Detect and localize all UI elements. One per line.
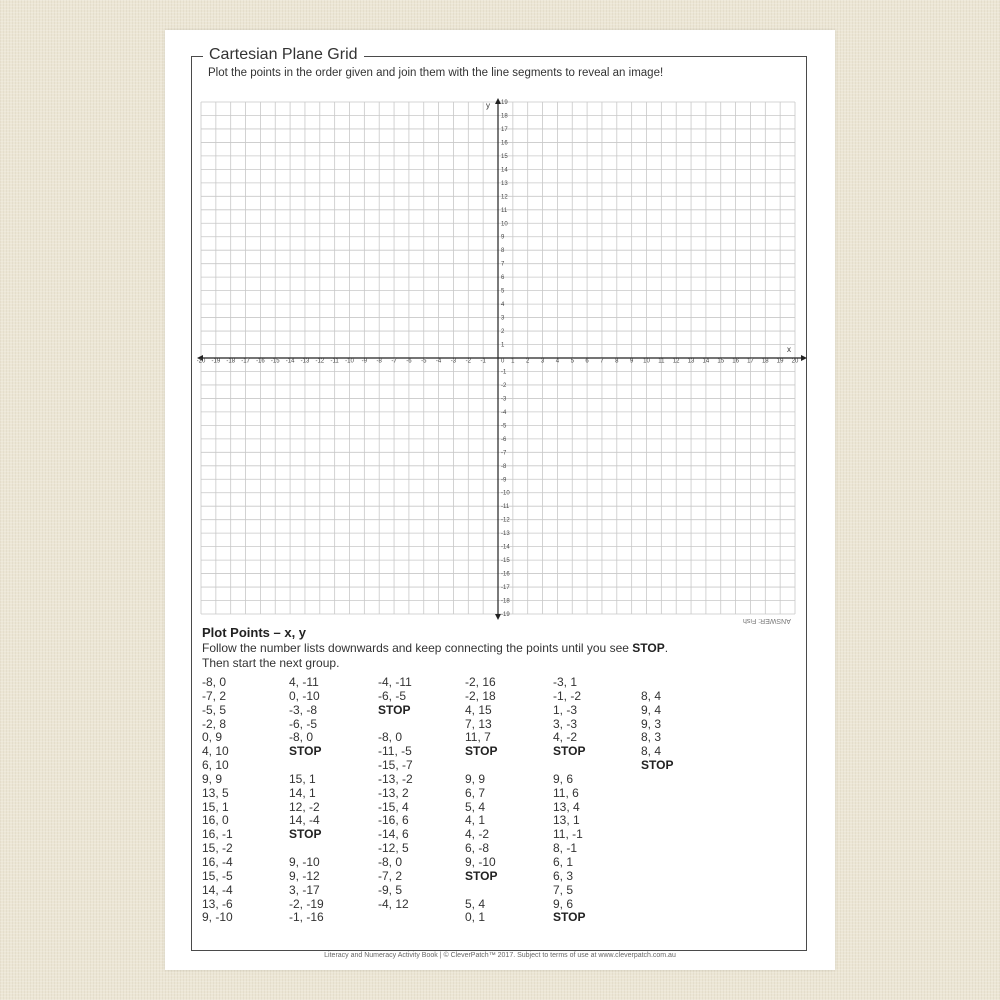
y-tick-label: 1 [501,342,505,349]
point-entry: -4, 12 [378,896,409,911]
point-entry: -7, 2 [202,688,227,703]
point-entry: -15, -7 [378,758,413,773]
y-tick-label: -15 [501,558,510,565]
point-entry: -2, 16 [465,675,496,689]
point-entry: 16, -4 [202,854,233,869]
y-tick-label: -11 [501,504,510,511]
point-entry: -5, 5 [202,702,227,717]
point-entry: -8, 0 [202,675,227,689]
y-tick-label: 13 [501,180,508,187]
y-tick-label: -19 [501,612,510,618]
x-tick-label: -8 [376,358,382,365]
y-tick-label: 5 [501,288,505,295]
stop-marker: STOP [289,827,322,842]
x-tick-label: 4 [555,358,560,365]
spacer [465,759,497,773]
stop-marker: STOP [641,758,674,773]
point-entry: 13, 4 [553,799,580,814]
point-list-column-1 [202,676,233,925]
point-entry: 9, 9 [465,771,486,786]
x-tick-label: -14 [285,358,295,365]
stop-marker: STOP [378,702,411,717]
point-entry: 3, -3 [553,716,578,731]
y-tick-label: -4 [501,409,507,416]
plot-points-heading: Plot Points – x, y [202,625,307,640]
point-entry: 13, -6 [202,896,233,911]
point-entry: -1, -2 [553,688,582,703]
x-tick-label: -17 [241,358,250,365]
y-tick-label: -6 [501,436,507,443]
y-tick-label: 18 [501,113,508,120]
y-tick-label: 11 [501,207,508,214]
point-entry: -15, 4 [378,799,409,814]
point-entry: 9, 9 [202,771,223,786]
y-tick-label: -16 [501,571,510,578]
point-entry: 1, -3 [553,702,578,717]
point-list-column-6 [641,676,673,773]
point-entry: 5, 4 [465,896,486,911]
y-tick-label: -14 [501,544,510,551]
y-tick-label: -7 [501,450,507,457]
point-list-column-4 [465,676,497,925]
point-entry: -2, 8 [202,716,227,731]
point-entry: -8, 0 [289,730,314,745]
point-entry: -3, 1 [553,675,578,689]
point-entry: 3, -17 [289,882,320,897]
spacer [641,676,673,690]
x-tick-label: 19 [776,358,784,365]
point-entry: 15, -2 [202,841,233,856]
x-tick-label: 2 [526,358,530,365]
stop-word: STOP [632,641,665,655]
point-entry: 6, 7 [465,785,486,800]
x-tick-label: 12 [672,358,680,365]
footer [165,944,835,962]
x-tick-label: 9 [629,358,634,365]
x-tick-label: 15 [717,358,725,365]
y-tick-label: -17 [501,585,510,592]
point-entry: 4, -2 [553,730,578,745]
y-tick-label: -10 [501,490,510,497]
x-tick-label: -19 [211,358,221,365]
x-tick-label: 7 [600,358,604,365]
point-entry: 4, 1 [465,813,486,828]
point-entry: 7, 5 [553,882,574,897]
point-list-column-2 [289,676,324,925]
point-entry: -14, 6 [378,827,409,842]
point-entry: -8, 0 [378,730,403,745]
x-tick-label: -5 [421,358,427,365]
point-entry: 16, -1 [202,827,233,842]
x-tick-label: -11 [330,358,339,365]
y-tick-label: 17 [501,126,508,133]
point-entry: 14, -4 [202,882,233,897]
point-entry: 9, -10 [202,910,233,925]
point-entry: 15, 1 [289,771,316,786]
point-entry: -2, 18 [465,688,496,703]
y-tick-label: 6 [501,275,505,282]
point-entry: -2, -19 [289,896,324,911]
point-entry: 9, 4 [641,702,662,717]
x-tick-label: 5 [570,358,574,365]
x-tick-label: 6 [585,358,589,365]
answer-mark: ANSWER: Fish [743,617,791,624]
point-entry: -13, 2 [378,785,409,800]
point-entry: 8, 4 [641,744,662,759]
x-tick-label: 11 [658,358,665,365]
x-tick-label: 1 [511,358,515,365]
y-tick-label: 7 [501,261,505,268]
point-entry: -6, -5 [289,716,318,731]
y-tick-label: -1 [501,369,507,376]
point-list-column-3 [378,676,413,911]
x-tick-label: -3 [450,358,457,365]
x-tick-label: 16 [732,358,739,365]
point-entry: -13, -2 [378,771,413,786]
stop-marker: STOP [553,744,586,759]
point-entry: 4, -2 [465,827,490,842]
point-entry: 14, 1 [289,785,316,800]
x-tick-label: -4 [435,358,442,365]
point-entry: 4, 10 [202,744,229,759]
y-axis-label: y [486,101,490,110]
x-tick-label: -18 [226,358,236,365]
y-tick-label: 15 [501,153,508,160]
point-entry: -12, 5 [378,841,409,856]
point-entry: 5, 4 [465,799,486,814]
y-tick-label: 3 [501,315,505,322]
point-entry: 9, -12 [289,868,320,883]
point-entry: 8, 3 [641,730,662,745]
stop-marker: STOP [553,910,586,925]
spacer [465,884,497,898]
worksheet-page [165,30,835,970]
spacer [289,842,324,856]
x-tick-label: 17 [747,358,754,365]
point-entry: 15, -5 [202,868,233,883]
x-tick-label: 14 [702,358,710,365]
x-axis-arrow-right [801,355,807,361]
spacer [553,759,585,773]
point-entry: -4, -11 [378,675,412,689]
x-tick-label: -20 [197,358,206,365]
y-tick-label: 8 [501,248,505,255]
point-entry: 4, -11 [289,675,319,689]
x-tick-label: 18 [761,358,769,365]
footer-text: Literacy and Numeracy Activity Book | © CleverPatch™ 2017. Subject to terms of use at www.cleverpatch.com.au [319,952,681,959]
x-tick-label: 20 [791,358,799,365]
y-tick-label: -5 [501,423,507,430]
point-entry: 12, -2 [289,799,320,814]
y-tick-label: 12 [501,194,508,201]
y-tick-label: -9 [501,477,507,484]
x-tick-label: 0 [501,358,505,365]
point-entry: -6, -5 [378,688,407,703]
point-entry: 16, 0 [202,813,229,828]
point-entry: 6, 1 [553,854,574,869]
point-entry: 0, 1 [465,910,486,925]
point-entry: -16, 6 [378,813,409,828]
point-entry: -9, 5 [378,882,403,897]
x-tick-label: -13 [300,358,310,365]
point-entry: -1, -16 [289,910,324,925]
y-tick-label: 9 [501,234,505,241]
stop-marker: STOP [465,744,498,759]
point-entry: -7, 2 [378,868,403,883]
cartesian-grid [197,98,809,622]
spacer [289,759,324,773]
y-tick-label: 16 [501,140,508,147]
point-entry: 13, 5 [202,785,229,800]
x-tick-label: 8 [615,358,619,365]
point-entry: 0, -10 [289,688,320,703]
x-tick-label: -6 [406,358,412,365]
instruction-text: Follow the number lists downwards and keep connecting the points until you see [202,641,633,655]
point-entry: 9, -10 [465,854,496,869]
point-entry: 8, 4 [641,688,662,703]
x-tick-label: -10 [345,358,354,365]
point-entry: 9, 6 [553,771,574,786]
x-tick-label: -16 [256,358,265,365]
stop-marker: STOP [465,868,498,883]
point-entry: 15, 1 [202,799,229,814]
point-entry: 6, -8 [465,841,490,856]
instruction-line-2: Then start the next group. [202,656,340,670]
y-tick-label: -13 [501,531,510,538]
point-entry: 9, -10 [289,854,320,869]
point-entry: -8, 0 [378,854,403,869]
instructions-text: Plot the points in the order given and join them with the line segments to reveal an image! [208,67,664,79]
y-tick-label: -8 [501,463,507,470]
y-tick-label: 14 [501,167,508,174]
point-entry: 8, -1 [553,841,578,856]
point-entry: -3, -8 [289,702,318,717]
instruction-end: . [664,641,669,655]
x-tick-label: -2 [465,358,471,365]
point-entry: 0, 9 [202,730,223,745]
y-tick-label: -2 [501,382,507,389]
page-title: Cartesian Plane Grid [203,46,364,64]
y-tick-label: 19 [501,100,508,106]
y-tick-label: 4 [501,302,505,309]
x-axis-label: x [787,345,791,354]
x-tick-label: -15 [270,358,280,365]
x-tick-label: 13 [687,358,695,365]
x-tick-label: -7 [391,358,397,365]
point-entry: 11, -1 [553,827,583,842]
point-entry: 6, 10 [202,758,229,773]
x-tick-label: -1 [480,358,486,365]
point-entry: 7, 13 [465,716,492,731]
y-tick-label: 2 [501,329,505,336]
spacer [378,718,413,732]
point-entry: 9, 6 [553,896,574,911]
plot-points-instructions [202,641,802,671]
y-tick-label: -18 [501,598,510,605]
point-entry: 14, -4 [289,813,320,828]
point-entry: 11, 7 [465,730,491,745]
y-tick-label: -3 [501,396,507,403]
stop-marker: STOP [289,744,322,759]
point-entry: 9, 3 [641,716,662,731]
y-tick-label: 10 [501,221,508,228]
x-tick-label: -9 [361,358,368,365]
point-entry: 6, 3 [553,868,574,883]
x-tick-label: 10 [643,358,650,365]
point-entry: 11, 6 [553,785,579,800]
point-list-column-5 [553,676,585,925]
point-entry: -11, -5 [378,744,412,759]
y-tick-label: -12 [501,517,510,524]
x-tick-label: -12 [315,358,325,365]
point-entry: 4, 15 [465,702,492,717]
point-entry: 13, 1 [553,813,580,828]
x-tick-label: 3 [540,358,545,365]
